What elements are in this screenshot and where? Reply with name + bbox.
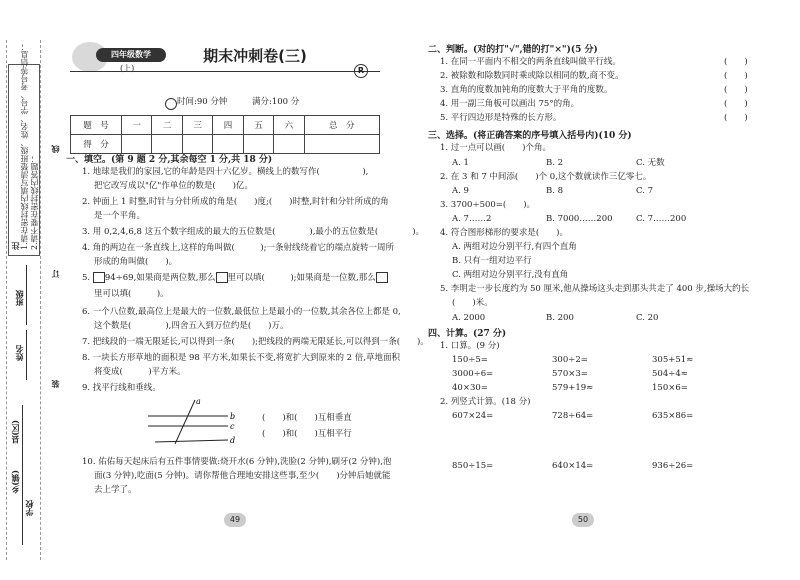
name-field-line[interactable] — [26, 330, 27, 380]
margin-ding-mark: 订 — [50, 270, 60, 278]
clock-icon — [165, 98, 177, 110]
score-table-header-row — [71, 116, 380, 135]
score-header-cell: 五 — [243, 116, 273, 135]
fill-q6-line2: 这个数是( ),四舍五入到万位约是( )万。 — [94, 321, 289, 331]
vertical-item[interactable]: 607×24= — [452, 411, 494, 421]
judge-q4-answer[interactable]: ( ) — [724, 99, 748, 109]
oral-item[interactable]: 570×3= — [552, 369, 588, 379]
oral-item[interactable]: 579+19≈ — [552, 383, 594, 393]
fill-q9: 9. 找平行线和垂线。 — [82, 383, 161, 393]
section-2-heading: 二、判断。(对的打"√",错的打"×")(5 分) — [428, 45, 598, 55]
choice-q3: 3. 3700÷500=( )。 — [440, 200, 536, 210]
fill-q4-line2: 形成的角叫做( )。 — [94, 257, 178, 267]
title-underline — [70, 71, 380, 72]
calc-oral-heading: 1. 口算。(9 分) — [440, 341, 500, 351]
score-cell[interactable] — [213, 135, 243, 154]
digit-box[interactable] — [216, 272, 228, 283]
fill-q1-line1: 1. 地球是我们的家园,它的年龄是四十六亿岁。横线上的数写作( ), — [82, 167, 369, 177]
vertical-item[interactable]: 728÷64= — [552, 411, 594, 421]
score-cell[interactable] — [304, 135, 379, 154]
exam-time: 时间:90 分钟 — [177, 97, 228, 107]
judge-q3: 3. 直角的度数加钝角的度数大于平角的度数。 — [440, 85, 613, 95]
town-label: 乡(镇) — [10, 470, 20, 494]
choice-q2: 2. 在 3 和 7 中间添( )个 0,这个数就读作三亿零七。 — [440, 172, 652, 182]
fill-q5-text-a: 94÷69,如果商是两位数,那么 — [104, 273, 216, 283]
fill-q8-line1: 8. 一块长方形草地的面积是 98 平方米,如果长不变,将宽扩大到原来的 2 倍,草地面积 — [82, 353, 400, 363]
fill-q3: 3. 用 0,2,4,6,8 这五个数字组成的最大的五位数是( ),最小的五位数是( )。 — [82, 227, 425, 237]
section-4-heading: 四、计算。(27 分) — [428, 329, 507, 339]
margin-line-mark: 线 — [50, 145, 60, 153]
judge-q2: 2. 被除数和除数同时乘或除以相同的数,商不变。 — [440, 71, 624, 81]
judge-q5: 5. 平行四边形是特殊的长方形。 — [440, 113, 562, 123]
vertical-item[interactable]: 640×14= — [552, 461, 594, 471]
fill-q4-line1: 4. 角的两边在一条直线上,这样的角叫做( );一条射线绕着它的端点旋转一周所 — [82, 243, 395, 253]
score-header-cell: 三 — [182, 116, 212, 135]
parallel-perpendicular-figure — [140, 396, 240, 446]
score-table-score-row — [71, 135, 380, 154]
score-header-cell: 二 — [152, 116, 182, 135]
notes-line-2: 2.请不要在密封线内答题； — [30, 154, 39, 250]
score-cell[interactable] — [243, 135, 273, 154]
fill-q10-line1: 10. 佑佑每天起床后有五件事情要做:烧开水(6 分钟),洗脸(2 分钟),刷牙(2 分钟),泡 — [82, 457, 392, 467]
score-header-cell: 六 — [274, 116, 304, 135]
vertical-item[interactable]: 635×86= — [652, 411, 694, 421]
fill-q2-line2: 是一个平角。 — [94, 211, 146, 221]
notes-line-1: 1.请在密封线内填写清楚班级、姓名、学号、考号等信息； — [20, 42, 29, 250]
choice-q4-c[interactable]: C. 两组对边分别平行,没有直角 — [452, 270, 569, 280]
fill-q5-line2: 里可以填( )。 — [94, 289, 169, 299]
judge-q4: 4. 用一副三角板可以画出 75°的角。 — [440, 99, 580, 109]
score-cell[interactable] — [122, 135, 152, 154]
score-header-cell: 题 号 — [71, 116, 122, 135]
school-label: 学校 — [24, 500, 34, 516]
score-header-cell: 四 — [213, 116, 243, 135]
oral-item[interactable]: 3000÷6= — [452, 369, 494, 379]
label-d: d — [230, 436, 236, 445]
choice-q2-a[interactable]: A. 9 — [452, 186, 469, 196]
score-header-cell: 一 — [122, 116, 152, 135]
choice-q4-b[interactable]: B. 只有一组对边平行 — [452, 256, 532, 266]
label-a: a — [196, 397, 201, 406]
judge-q3-answer[interactable]: ( ) — [724, 85, 748, 95]
choice-q4-a[interactable]: A. 两组对边分别平行,有四个直角 — [452, 242, 577, 252]
page-number-right: 50 — [572, 513, 594, 527]
digit-box[interactable] — [376, 272, 388, 283]
score-row-label: 得 分 — [71, 135, 122, 154]
choice-q1-b[interactable]: B. 2 — [546, 158, 564, 168]
calc-vertical-heading: 2. 列竖式计算。(18 分) — [440, 397, 531, 407]
judge-q2-answer[interactable]: ( ) — [724, 71, 748, 81]
fill-q9-parallel: ( )和( )互相平行 — [262, 429, 352, 439]
label-b: b — [230, 412, 236, 421]
choice-q5-b[interactable]: B. 200 — [546, 313, 574, 323]
oral-item[interactable]: 40×30= — [452, 383, 488, 393]
oral-item[interactable]: 150÷5= — [452, 355, 488, 365]
margin-zhuang-mark: 装 — [50, 380, 60, 388]
fill-q10-line3: 去上学了。 — [94, 485, 137, 495]
score-cell[interactable] — [274, 135, 304, 154]
fill-q5-number: 5. — [82, 273, 91, 283]
choice-q3-c[interactable]: C. 7……200 — [636, 214, 687, 224]
oral-item[interactable]: 300÷2= — [552, 355, 588, 365]
line-d — [155, 440, 228, 442]
choice-q1-c[interactable]: C. 无数 — [636, 158, 665, 168]
oral-item[interactable]: 504÷4≈ — [652, 369, 688, 379]
fill-q5-text-b: 里可以填( );如果商是一位数,那么 — [227, 273, 376, 283]
fill-q10-line2: 面(3 分钟),吃面(5 分钟)。请你帮他合理地安排这些事,至少( )分钟后她就能 — [94, 471, 391, 481]
page-number-left: 49 — [224, 513, 246, 527]
address-field-line[interactable] — [22, 405, 23, 545]
choice-q3-b[interactable]: B. 7000……200 — [546, 214, 613, 224]
digit-box[interactable] — [93, 272, 105, 283]
vertical-item[interactable]: 936÷26= — [652, 461, 694, 471]
choice-q5-c[interactable]: C. 20 — [636, 313, 659, 323]
vertical-item[interactable]: 850÷15= — [452, 461, 494, 471]
seal-line-right — [40, 40, 41, 560]
score-header-cell: 总 分 — [304, 116, 379, 135]
class-field-label: 班级 — [14, 290, 24, 306]
section-1-heading: 一、填空。(第 9 题 2 分,其余每空 1 分,共 18 分) — [66, 155, 273, 165]
oral-item[interactable]: 150×6= — [652, 383, 688, 393]
page-title: 期末冲刺卷(三) — [203, 47, 307, 65]
fill-q1-line2: 把它改写成以"亿"作单位的数是( )亿。 — [94, 181, 253, 191]
choice-q2-c[interactable]: C. 7 — [636, 186, 654, 196]
grade-badge: 四年级数学 — [96, 48, 166, 62]
judge-q1-answer[interactable]: ( ) — [724, 57, 748, 67]
choice-q5-line2: ( )米。 — [452, 298, 493, 308]
notes-title: 注 — [10, 242, 20, 250]
choice-q3-a[interactable]: A. 7……2 — [452, 214, 492, 224]
fill-q2-line1: 2. 钟面上 1 时整,时针与分针所成的角是( )度;( )时整,时针和分针所成的角 — [82, 197, 389, 207]
fill-q7: 7. 把线段的一端无限延长,可以得到一条( );把线段的两端无限延长,可以得到一条( )。 — [82, 337, 429, 347]
county-label: 县(区) — [10, 420, 20, 444]
registered-mark: R — [354, 64, 368, 78]
fill-q5-line1 — [82, 272, 388, 285]
fill-q6-line1: 6. 一个八位数,最高位上是最大的一位数,最低位上是最小的一位数,其余各位上都是 0, — [82, 307, 401, 317]
oral-item[interactable]: 305+51≈ — [652, 355, 694, 365]
judge-q5-answer[interactable]: ( ) — [724, 113, 748, 123]
choice-q1-a[interactable]: A. 1 — [452, 158, 469, 168]
fill-q9-perpendicular: ( )和( )互相垂直 — [262, 413, 352, 423]
name-field-label: 姓名 — [14, 345, 24, 361]
line-a — [175, 400, 195, 444]
choice-q2-b[interactable]: B. 8 — [546, 186, 564, 196]
choice-q4: 4. 符合图形梯形的要求是( )。 — [440, 228, 568, 238]
judge-q1: 1. 在同一平面内不相交的两条直线叫做平行线。 — [440, 57, 621, 67]
fill-q8-line2: 将变成( )平方米。 — [94, 367, 186, 377]
grade-badge-sub: (上) — [120, 64, 135, 73]
full-score: 满分:100 分 — [252, 97, 300, 107]
label-c: c — [230, 422, 235, 431]
seal-line-left — [6, 40, 7, 560]
section-3-heading: 三、选择。(将正确答案的序号填入括号内)(10 分) — [428, 131, 632, 141]
class-field-line[interactable] — [26, 265, 27, 325]
score-table — [70, 115, 380, 154]
score-cell[interactable] — [182, 135, 212, 154]
choice-q5-line1: 5. 李明走一步长度约为 50 厘米,他从操场这头走到那头共走了 400 步,操场大约长 — [440, 284, 750, 294]
choice-q5-a[interactable]: A. 2000 — [452, 313, 486, 323]
choice-q1: 1. 过一点可以画( )个角。 — [440, 143, 551, 153]
score-cell[interactable] — [152, 135, 182, 154]
